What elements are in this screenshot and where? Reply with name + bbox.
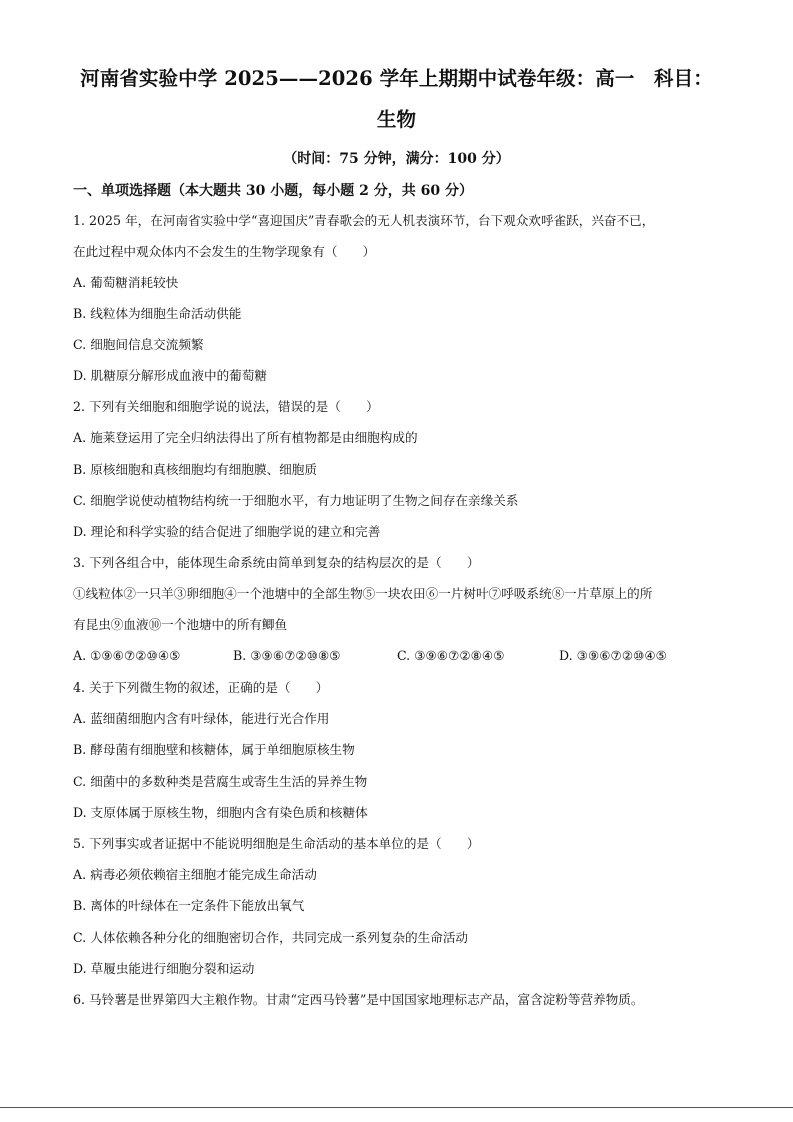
q3-stem: 3. 下列各组合中，能体现生命系统由简单到复杂的结构层次的是（ ） [73, 555, 480, 570]
q4-option-a: A. 蓝细菌细胞内含有叶绿体，能进行光合作用 [73, 711, 330, 726]
q2-stem: 2. 下列有关细胞和细胞学说的说法，错误的是（ ） [73, 399, 379, 414]
q4-stem: 4. 关于下列微生物的叙述，正确的是（ ） [73, 680, 329, 695]
q1-option-a: A. 葡萄糖消耗较快 [73, 275, 179, 290]
exam-title-line1: 河南省实验中学 2025——2026 学年上期期中试卷年级：高一 科目： [80, 67, 713, 90]
q3-option-a: A. ①⑨⑥⑦②⑩④⑤ [73, 648, 181, 663]
q3-items-line1: ①线粒体②一只羊③卵细胞④一个池塘中的全部生物⑤一块农田⑥一片树叶⑦呼吸系统⑧一片草原上的所 [73, 586, 653, 601]
q3-options-row [73, 647, 753, 665]
q5-option-a: A. 病毒必须依赖宿主细胞才能完成生命活动 [73, 867, 317, 882]
q6-stem: 6. 马铃薯是世界第四大主粮作物。甘肃“定西马铃薯”是中国国家地理标志产品，富含淀粉等营养物质。 [73, 992, 644, 1007]
q1-stem-line2: 在此过程中观众体内不会发生的生物学现象有（ ） [73, 244, 376, 259]
q3-option-b: B. ③⑨⑥⑦②⑩⑧⑤ [233, 648, 341, 663]
q3-items-line2: 有昆虫⑨血液⑩一个池塘中的所有鲫鱼 [73, 617, 288, 632]
q1-stem-line1: 1. 2025 年，在河南省实验中学“喜迎国庆”青春歌会的无人机表演环节，台下观众欢呼雀跃，兴奋不已， [73, 213, 655, 228]
q5-option-d: D. 草履虫能进行细胞分裂和运动 [73, 961, 255, 976]
q2-option-a: A. 施莱登运用了完全归纳法得出了所有植物都是由细胞构成的 [73, 430, 418, 445]
q5-option-c: C. 人体依赖各种分化的细胞密切合作，共同完成一系列复杂的生命活动 [73, 930, 469, 945]
q4-option-b: B. 酵母菌有细胞壁和核糖体，属于单细胞原核生物 [73, 742, 355, 757]
section-heading: 一、单项选择题（本大题共 30 小题，每小题 2 分，共 60 分） [73, 183, 473, 199]
q5-option-b: B. 离体的叶绿体在一定条件下能放出氧气 [73, 898, 305, 913]
q4-option-c: C. 细菌中的多数种类是营腐生或寄生生活的异养生物 [73, 774, 368, 789]
q2-option-c: C. 细胞学说使动植物结构统一于细胞水平，有力地证明了生物之间存在亲缘关系 [73, 493, 519, 508]
page-bottom-rule [0, 1107, 793, 1108]
q5-stem: 5. 下列事实或者证据中不能说明细胞是生命活动的基本单位的是（ ） [73, 836, 480, 851]
q1-option-d: D. 肌糖原分解形成血液中的葡萄糖 [73, 368, 267, 383]
exam-time-score: （时间：75 分钟，满分：100 分） [283, 151, 510, 167]
q2-option-d: D. 理论和科学实验的结合促进了细胞学说的建立和完善 [73, 524, 381, 539]
q1-option-c: C. 细胞间信息交流频繁 [73, 337, 204, 352]
exam-title-line2: 生物 [376, 108, 417, 131]
q3-option-c: C. ③⑨⑥⑦②⑧④⑤ [397, 648, 505, 663]
q4-option-d: D. 支原体属于原核生物，细胞内含有染色质和核糖体 [73, 805, 368, 820]
q3-option-d: D. ③⑨⑥⑦②⑩④⑤ [559, 648, 667, 663]
q1-option-b: B. 线粒体为细胞生命活动供能 [73, 306, 242, 321]
q2-option-b: B. 原核细胞和真核细胞均有细胞膜、细胞质 [73, 462, 317, 477]
